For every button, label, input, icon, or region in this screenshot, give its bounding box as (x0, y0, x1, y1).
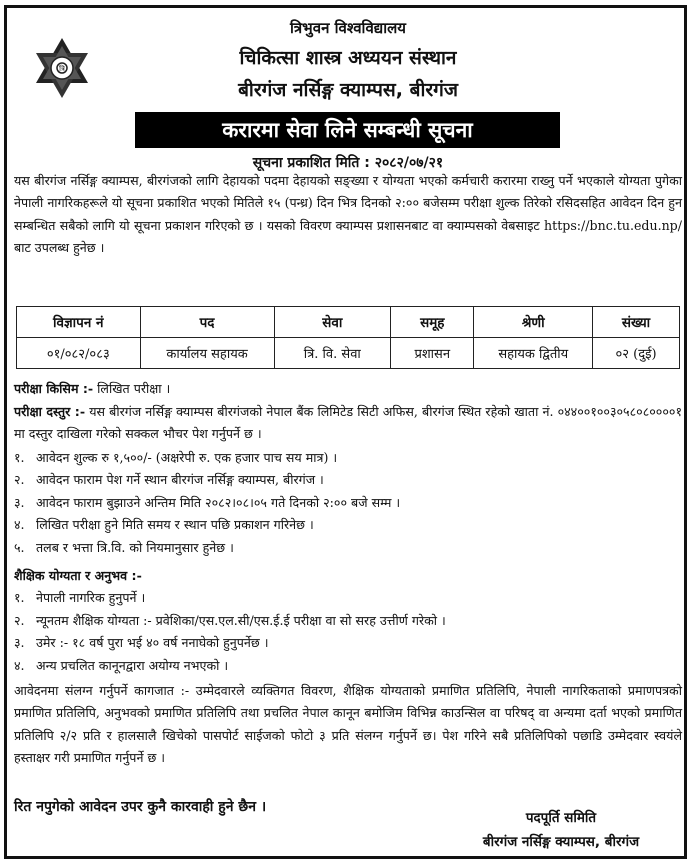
col-level: श्रेणी (474, 307, 593, 338)
qualifications-heading: शैक्षिक योग्यता र अनुभव :- (14, 568, 142, 583)
exam-type-value: लिखित परीक्षा । (97, 381, 171, 396)
documents-paragraph: आवेदनमा संलग्न गर्नुपर्ने कागजात :- उम्मेदवारले व्यक्तिगत विवरण, शैक्षिक योग्यताको प्रमाणित प्रतिलिपि, नेपाली नागरिकताको प्रमाणपत्रको प्रमाणित प्रतिलिपि, अनुभवको प्रमाणित प्रतिलिपि तथा प्रचलित नेपाल कानून बमोजिम विभिन्न काउन्सिल वा परिषद् वा अन्यमा दर्ता भएको प्रमाणित प्रतिलिपि २/२ प्रति र हालसालै खिचेको पासपोर्ट साईजको फोटो ३ प्रति संलग्न गर्नुपर्ने छ। पेश गरिने सबै प्रतिलिपिको पछाडि उम्मेदवार स्वयंले हस्ताक्षर गरी प्रमाणित गर्नुपर्ने छ । (14, 683, 682, 766)
qualifications-section (14, 565, 682, 677)
cell-post: कार्यालय सहायक (140, 338, 274, 369)
terms-list (14, 447, 682, 559)
notice-title-banner: करारमा सेवा लिने सम्बन्धी सूचना (135, 112, 560, 148)
list-item: ५. तलब र भत्ता त्रि.वि. को नियमानुसार हुनेछ । (14, 539, 234, 555)
exam-fee (14, 401, 682, 446)
signature-committee: पदपूर्ति समिति (525, 810, 597, 826)
col-count: संख्या (593, 307, 680, 338)
col-group: समूह (391, 307, 474, 338)
list-item: ३. आवेदन फाराम बुझाउने अन्तिम मिति २०८२।०८।०५ गते दिनको २:०० बजे सम्म । (14, 494, 401, 510)
list-item: १. आवेदन शुल्क रु १,५००/- (अक्षरेपी रु. एक हजार पाच सय मात्र) । (14, 450, 338, 465)
list-item: ४. अन्य प्रचलित कानूनद्वारा अयोग्य नभएको । (14, 657, 229, 673)
cell-service: त्रि. वि. सेवा (274, 338, 391, 369)
exam-fee-label: परीक्षा दस्तुर :- (14, 404, 86, 419)
list-item: १. नेपाली नागरिक हुनुपर्ने । (14, 590, 146, 606)
vacancy-table (16, 306, 680, 369)
exam-type (14, 378, 682, 400)
closing-note: रित नपुगेको आवेदन उपर कुनै कारवाही हुने छैन । (14, 799, 267, 815)
list-item: ४. लिखित परीक्षा हुने मिति समय र स्थान पछि प्रकाशन गरिनेछ । (14, 517, 314, 533)
table-row (17, 338, 680, 369)
exam-fee-value: यस बीरगंज नर्सिङ्ग क्याम्पस बीरगंजको नेपाल बैंक लिमिटेड सिटी अफिस, बीरगंज स्थित रहेको खाता नं. ०४४००१००३०५८०८००००१ मा दस्तुर दाखिला गरेको सक्कल भौचर पेश गर्नुपर्ने छ । (14, 404, 682, 442)
exam-type-label: परीक्षा किसिम :- (14, 381, 94, 396)
notice-date-label: सूचना प्रकाशित मिति (252, 155, 360, 171)
notice-date-sep: : (364, 155, 375, 171)
signature-campus: बीरगंज नर्सिङ्ग क्याम्पस, बीरगंज (482, 834, 640, 850)
svg-text:त्रि: त्रि (59, 65, 65, 73)
cell-level: सहायक द्वितीय (474, 338, 593, 369)
col-service: सेवा (274, 307, 391, 338)
col-post: पद (140, 307, 274, 338)
campus-name: बीरगंज नर्सिङ्ग क्याम्पस, बीरगंज (238, 79, 458, 101)
list-item: २. आवेदन फाराम पेश गर्ने स्थान बीरगंज नर्सिङ्ग क्याम्पस, बीरगंज । (14, 472, 324, 488)
table-header-row (17, 307, 680, 338)
cell-group: प्रशासन (391, 338, 474, 369)
university-name: त्रिभुवन विश्वविद्यालय (290, 19, 406, 37)
cell-ad-number: ०१/०८२/०८३ (17, 338, 141, 369)
cell-count: ०२ (दुई) (593, 338, 680, 369)
institute-name: चिकित्सा शास्त्र अध्ययन संस्थान (239, 47, 457, 69)
list-item: २. न्यूनतम शैक्षिक योग्यता :- प्रवेशिका/एस.एल.सी/एस.ई.ई परीक्षा वा सो सरह उत्तीर्ण गरेको । (14, 612, 446, 628)
list-item: ३. उमेर :- १८ वर्ष पुरा भई ४० वर्ष ननाघेको हुनुपर्नेछ । (14, 635, 269, 651)
notice-date-value: २०८२/०७/२१ (374, 155, 444, 171)
intro-paragraph: यस बीरगंज नर्सिङ्ग क्याम्पस, बीरगंजको लागि देहायको पदमा देहायको सङ्ख्या र योग्यता भएको कर्मचारी करारमा राख्नु पर्ने भएकाले योग्यता पुगेका नेपाली नागरिकहरूले यो सूचना प्रकाशित भएको मितिले १५ (पन्ध्र) दिन भित्र दिनको २:०० बजेसम्म परीक्षा शुल्क तिरेको रसिदसहित आवेदन दिन हुन सम्बन्धित सबैको लागि यो सूचना प्रकाशन गरिएको छ । यसको विवरण क्याम्पस प्रशासनबाट वा क्याम्पसको वेबसाइट https://bnc.tu.edu.np/ बाट उपलब्ध हुनेछ । (14, 173, 682, 256)
col-ad-number: विज्ञापन नं (17, 307, 141, 338)
